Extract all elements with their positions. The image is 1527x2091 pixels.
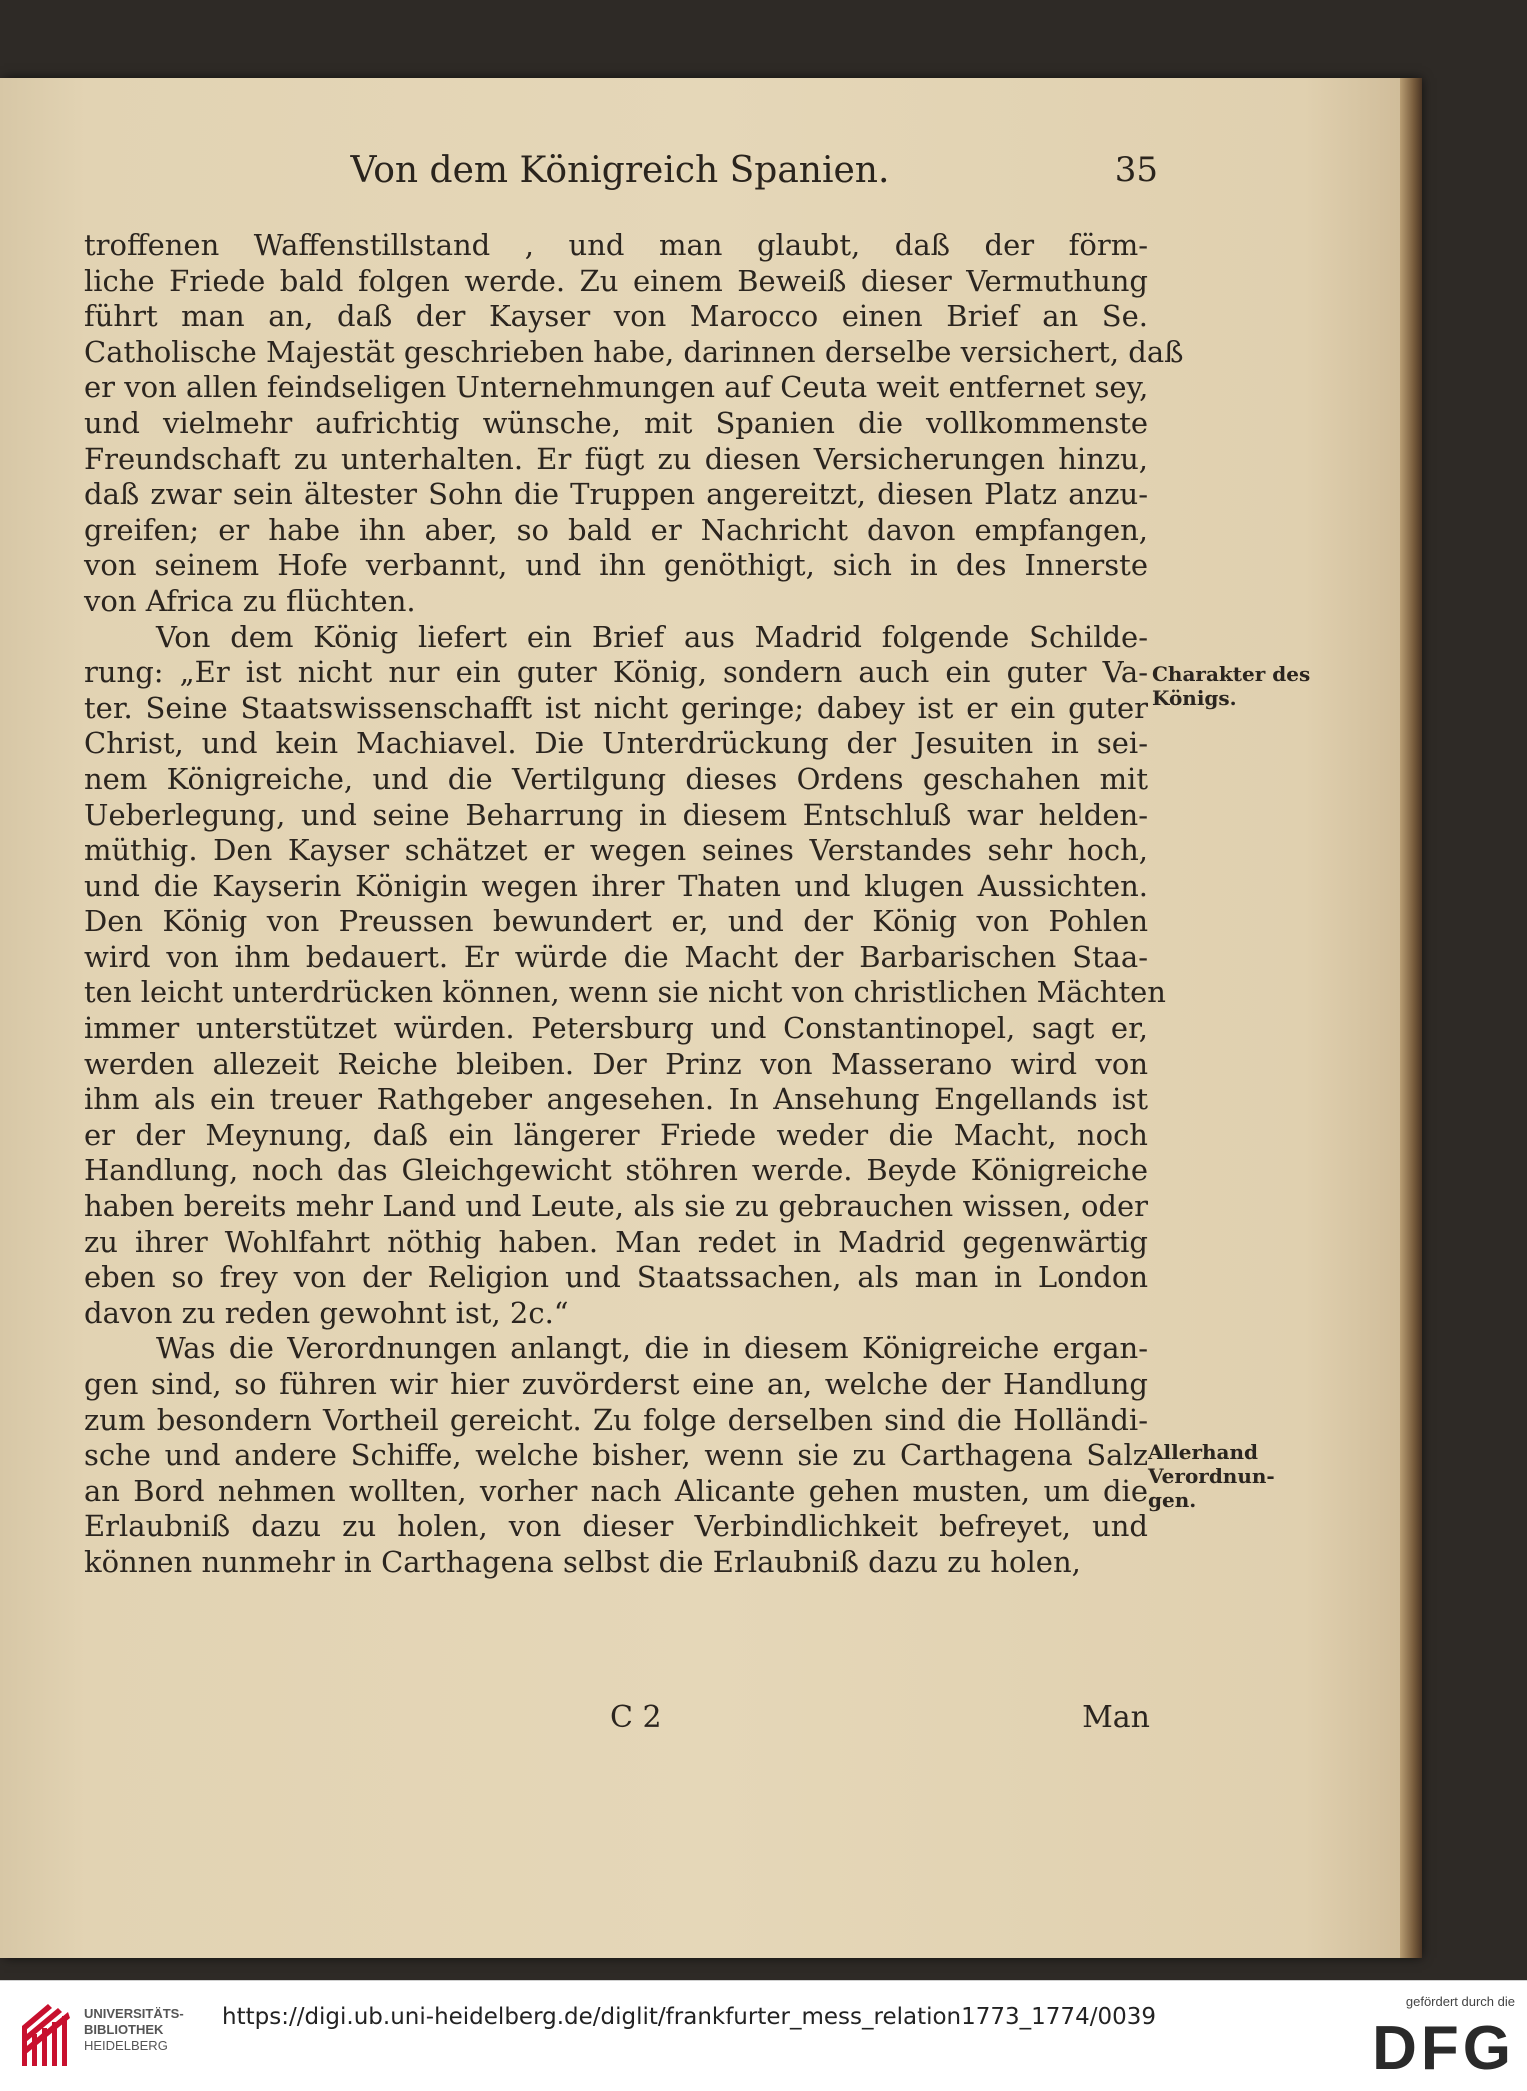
text-line: haben bereits mehr Land und Leute, als sie zu gebrauchen wissen, oder	[84, 1189, 1148, 1224]
text-line: sche und andere Schiffe, welche bisher, wenn sie zu Carthagena Salz	[84, 1438, 1148, 1473]
library-logo-icon[interactable]	[18, 2000, 74, 2070]
text-line: von Africa zu flüchten.	[84, 583, 416, 618]
text-line: er von allen feindseligen Unternehmungen auf Ceuta weit entfernet sey,	[84, 370, 1149, 405]
library-name	[84, 2006, 224, 2070]
text-line: eben so frey von der Religion und Staatssachen, als man in London	[84, 1260, 1148, 1295]
text-line: rung: „Er ist nicht nur ein guter König, sondern auch ein guter Va-	[84, 655, 1148, 690]
text-line: immer unterstützet würden. Petersburg und Constantinopel, sagt er,	[84, 1011, 1148, 1046]
text-line: Freundschaft zu unterhalten. Er fügt zu diesen Versicherungen hinzu,	[84, 441, 1148, 476]
sponsor-label: gefördert durch die	[1405, 1994, 1515, 2009]
margin-note-verordnungen	[1148, 1440, 1275, 1512]
text-line: zum besondern Vortheil gereicht. Zu folge derselben sind die Holländi-	[84, 1402, 1148, 1437]
text-line: ten leicht unterdrücken können, wenn sie nicht von christlichen Mächten	[84, 975, 1166, 1010]
margin-note-line: Allerhand	[1148, 1440, 1258, 1464]
text-line: zu ihrer Wohlfahrt nöthig haben. Man redet in Madrid gegenwärtig	[84, 1224, 1148, 1259]
text-line: Was die Verordnungen anlangt, die in diesem Königreiche ergan-	[156, 1331, 1148, 1366]
text-line: Erlaubniß dazu zu holen, von dieser Verbindlichkeit befreyet, und	[84, 1509, 1148, 1544]
margin-note-line: Charakter des	[1152, 662, 1311, 686]
permalink[interactable]: https://digi.ub.uni-heidelberg.de/diglit/frankfurter_mess_relation1773_1774/0039	[222, 2004, 1156, 2030]
text-line: Von dem König liefert ein Brief aus Madrid folgende Schilde-	[156, 619, 1148, 654]
dfg-logo[interactable]: DFG	[1372, 2014, 1515, 2083]
text-line: greifen; er habe ihn aber, so bald er Nachricht davon empfangen,	[84, 512, 1148, 547]
catchword: Man	[1082, 1700, 1150, 1735]
text-line: führt man an, daß der Kayser von Marocco einen Brief an Se.	[84, 299, 1148, 334]
text-line: er der Meynung, daß ein längerer Friede weder die Macht, noch	[84, 1117, 1148, 1152]
margin-note-line: Verordnun-	[1148, 1464, 1275, 1488]
library-name-line: UNIVERSITÄTS-	[84, 2006, 184, 2021]
text-line: Catholische Majestät geschrieben habe, darinnen derselbe versichert, daß	[84, 334, 1184, 369]
margin-note-line: gen.	[1148, 1488, 1197, 1512]
text-line: daß zwar sein ältester Sohn die Truppen angereitzt, diesen Platz anzu-	[84, 477, 1148, 512]
text-line: können nunmehr in Carthagena selbst die Erlaubniß dazu zu holen,	[84, 1544, 1081, 1579]
text-line: wird von ihm bedauert. Er würde die Macht der Barbarischen Staa-	[84, 939, 1148, 974]
text-line: nem Königreiche, und die Vertilgung dieses Ordens geschahen mit	[84, 761, 1148, 796]
text-line: Den König von Preussen bewundert er, und der König von Pohlen	[84, 904, 1148, 939]
text-line: gen sind, so führen wir hier zuvörderst eine an, welche der Handlung	[84, 1367, 1148, 1401]
margin-note-charakter	[1152, 662, 1310, 710]
library-name-line: HEIDELBERG	[84, 2038, 168, 2053]
text-line: werden allezeit Reiche bleiben. Der Prinz von Masserano wird von	[84, 1046, 1148, 1081]
page-number: 35	[1114, 150, 1158, 190]
text-line: liche Friede bald folgen werde. Zu einem Beweiß dieser Vermuthung	[84, 263, 1148, 298]
text-line: Christ, und kein Machiavel. Die Unterdrückung der Jesuiten in sei-	[84, 726, 1148, 761]
text-line: müthig. Den Kayser schätzet er wegen seines Verstandes sehr hoch,	[84, 833, 1148, 868]
text-line: ter. Seine Staatswissenschafft ist nicht geringe; dabey ist er ein guter	[84, 690, 1148, 725]
margin-note-line: Königs.	[1152, 686, 1237, 710]
running-head: Von dem Königreich Spanien.	[350, 150, 890, 191]
text-line: und vielmehr aufrichtig wünsche, mit Spanien die vollkommenste	[84, 405, 1148, 440]
text-line: ihm als ein treuer Rathgeber angesehen. In Ansehung Engellands ist	[84, 1082, 1148, 1117]
text-line: an Bord nehmen wollten, vorher nach Alicante gehen musten, um die	[84, 1473, 1148, 1508]
text-line: troffenen Waffenstillstand , und man glaubt, daß der förm-	[84, 228, 1148, 262]
signature-mark: C 2	[610, 1700, 662, 1735]
page-edge	[1400, 78, 1422, 1958]
text-line: und die Kayserin Königin wegen ihrer Thaten und klugen Aussichten.	[84, 868, 1148, 903]
library-name-line: BIBLIOTHEK	[84, 2022, 164, 2037]
body-text	[84, 228, 1184, 1658]
text-line: Handlung, noch das Gleichgewicht stöhren werde. Beyde Königreiche	[84, 1153, 1148, 1188]
text-line: von seinem Hofe verbannt, und ihn genöthigt, sich in des Innerste	[84, 548, 1148, 583]
text-line: Ueberlegung, und seine Beharrung in diesem Entschluß war helden-	[84, 797, 1148, 832]
text-line: davon zu reden gewohnt ist, 2c.“	[84, 1295, 569, 1330]
